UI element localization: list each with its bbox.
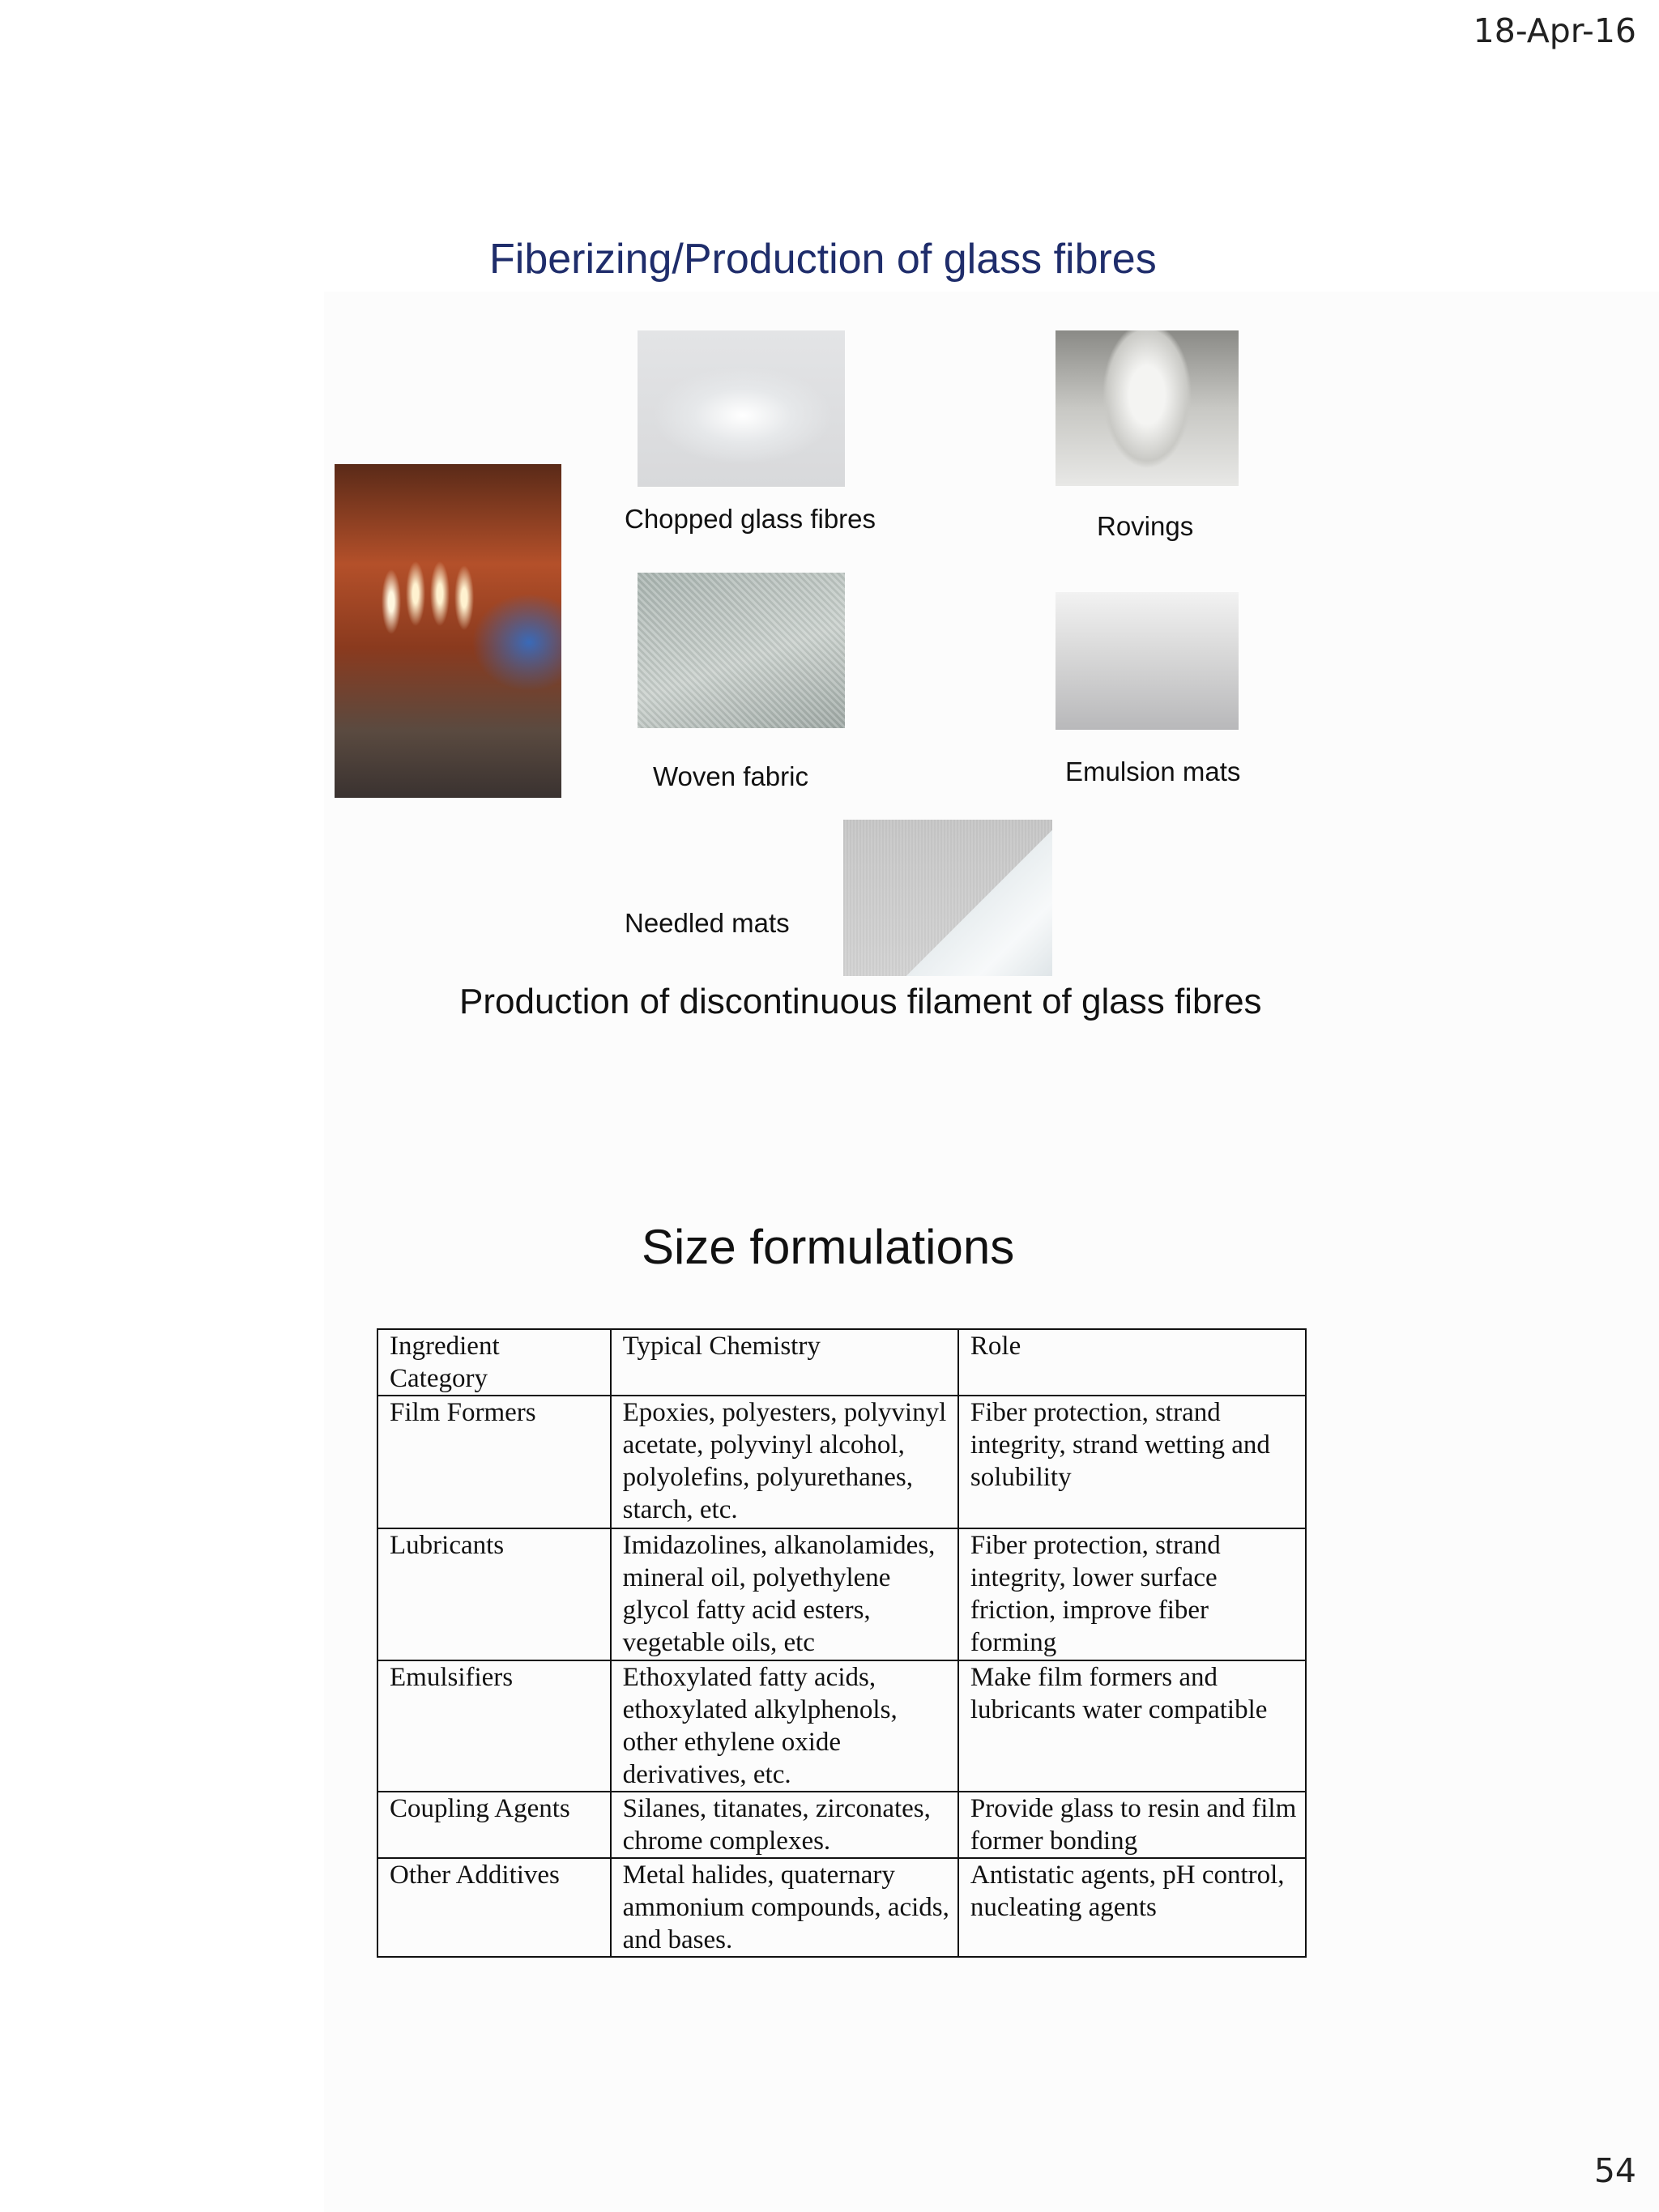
- chopped-glass-fibres-photo: [638, 330, 845, 487]
- emulsion-mats-photo: [1056, 592, 1239, 730]
- table-cell: Antistatic agents, pH control, nucleating agents: [958, 1858, 1306, 1957]
- table-cell: Fiber protection, strand integrity, lower surface friction, improve fiber forming: [958, 1528, 1306, 1660]
- table-cell: Imidazolines, alkanolamides, mineral oil, polyethylene glycol fatty acid esters, vegetable oils, etc: [611, 1528, 958, 1660]
- size-formulations-title: Size formulations: [642, 1220, 1015, 1274]
- emulsion-caption: Emulsion mats: [1065, 757, 1241, 786]
- page-number: 54: [1593, 2151, 1636, 2190]
- table-row: [377, 1792, 1306, 1858]
- table-cell: Emulsifiers: [377, 1660, 611, 1792]
- table-cell: Fiber protection, strand integrity, strand wetting and solubility: [958, 1396, 1306, 1528]
- needled-mats-photo: [843, 820, 1052, 976]
- table-row: [377, 1858, 1306, 1957]
- table-cell: Lubricants: [377, 1528, 611, 1660]
- table-cell: Film Formers: [377, 1396, 611, 1528]
- woven-fabric-photo: [638, 573, 845, 728]
- header-role: Role: [958, 1329, 1306, 1396]
- table-cell: Other Additives: [377, 1858, 611, 1957]
- table-row: [377, 1396, 1306, 1528]
- chopped-caption: Chopped glass fibres: [625, 504, 876, 534]
- table-header-row: [377, 1329, 1306, 1396]
- header-typical-chemistry: Typical Chemistry: [611, 1329, 958, 1396]
- furnace-photo: [335, 464, 561, 798]
- table-cell: Ethoxylated fatty acids, ethoxylated alkylphenols, other ethylene oxide derivatives, etc.: [611, 1660, 958, 1792]
- slide-title: Fiberizing/Production of glass fibres: [489, 236, 1157, 283]
- table-row: [377, 1660, 1306, 1792]
- size-formulations-table: [377, 1328, 1307, 1958]
- date-label: 18-Apr-16: [1473, 11, 1636, 50]
- woven-caption: Woven fabric: [653, 761, 808, 791]
- table-cell: Provide glass to resin and film former bonding: [958, 1792, 1306, 1858]
- table-cell: Silanes, titanates, zirconates, chrome complexes.: [611, 1792, 958, 1858]
- table-cell: Coupling Agents: [377, 1792, 611, 1858]
- needled-caption: Needled mats: [625, 908, 790, 938]
- rovings-caption: Rovings: [1097, 511, 1194, 541]
- table-cell: Epoxies, polyesters, polyvinyl acetate, polyvinyl alcohol, polyolefins, polyurethanes, starch, etc.: [611, 1396, 958, 1528]
- table-row: [377, 1528, 1306, 1660]
- table-cell: Metal halides, quaternary ammonium compounds, acids, and bases.: [611, 1858, 958, 1957]
- rovings-photo: [1056, 330, 1239, 486]
- table-cell: Make film formers and lubricants water compatible: [958, 1660, 1306, 1792]
- header-ingredient-category: Ingredient Category: [377, 1329, 611, 1396]
- slide-footer-text: Production of discontinuous filament of glass fibres: [459, 982, 1262, 1021]
